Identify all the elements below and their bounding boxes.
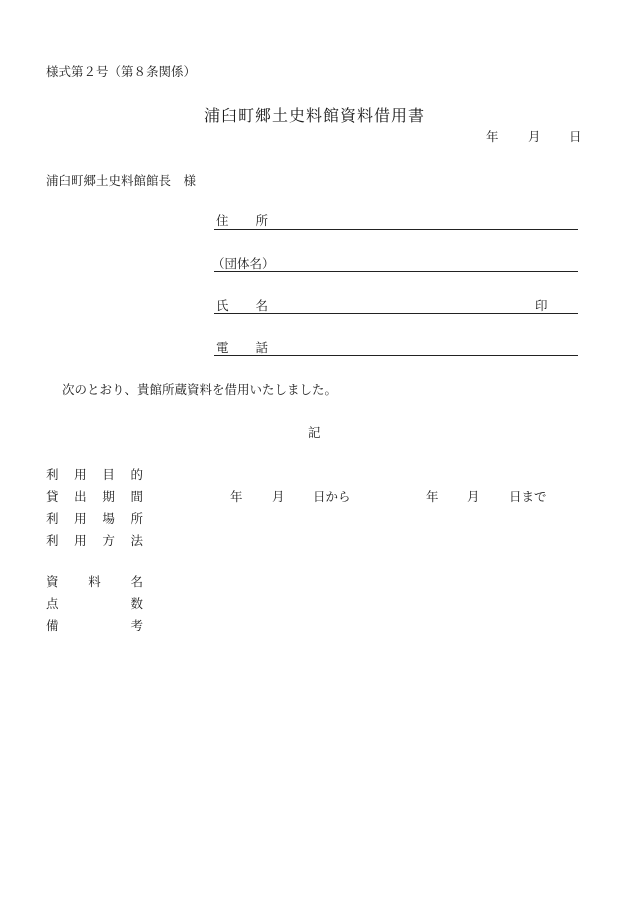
address-label-char: 所 (255, 213, 268, 228)
label-char: 貸 (46, 489, 59, 504)
group-name-label: （団体名） (212, 256, 275, 271)
label-char: 用 (74, 511, 87, 526)
statement-text: 次のとおり、貴館所蔵資料を借用いたしました。 (62, 382, 338, 397)
name-label (216, 300, 268, 313)
item-count-label (46, 598, 143, 611)
address-field-line[interactable] (214, 229, 578, 230)
label-char: 目 (102, 467, 115, 482)
ki-heading: 記 (308, 425, 321, 440)
address-label-char: 住 (216, 213, 229, 228)
item-place-label (46, 513, 143, 526)
phone-label-char: 電 (216, 340, 229, 355)
date-day-label: 日 (569, 129, 582, 144)
item-purpose-label (46, 469, 143, 482)
label-char: 備 (46, 618, 59, 633)
label-char: 法 (130, 533, 143, 548)
period-to-day: 日まで (509, 489, 547, 504)
item-remarks-label (46, 620, 143, 633)
label-char: 利 (46, 511, 59, 526)
phone-field-line[interactable] (214, 355, 578, 356)
label-char: 数 (130, 596, 143, 611)
period-from-day: 日から (313, 489, 351, 504)
label-char: 期 (102, 489, 115, 504)
name-field-line[interactable] (214, 313, 578, 314)
item-material-name-label (46, 576, 143, 589)
label-char: 的 (130, 467, 143, 482)
date-month-label: 月 (528, 129, 541, 144)
addressee: 浦臼町郷土史料館館長 様 (46, 173, 197, 188)
label-char: 資 (46, 574, 59, 589)
period-from-month: 月 (272, 489, 285, 504)
label-char: 料 (88, 574, 101, 589)
name-label-char: 名 (255, 298, 268, 313)
label-char: 用 (74, 467, 87, 482)
label-char: 場 (102, 511, 115, 526)
name-label-char: 氏 (216, 298, 229, 313)
label-char: 点 (46, 596, 59, 611)
date-year-label: 年 (486, 129, 499, 144)
label-char: 所 (130, 511, 143, 526)
document-title: 浦臼町郷土史料館資料借用書 (204, 106, 426, 125)
label-char: 用 (74, 533, 87, 548)
address-label (216, 215, 268, 228)
item-period-label (46, 491, 143, 504)
label-char: 利 (46, 533, 59, 548)
form-number: 様式第２号（第８条関係） (46, 64, 197, 79)
label-char: 方 (102, 533, 115, 548)
item-method-label (46, 535, 143, 548)
period-from-year: 年 (230, 489, 243, 504)
label-char: 出 (74, 489, 87, 504)
phone-label-char: 話 (255, 340, 268, 355)
label-char: 名 (130, 574, 143, 589)
group-name-field-line[interactable] (214, 271, 578, 272)
label-char: 考 (130, 618, 143, 633)
seal-mark: 印 (535, 298, 548, 313)
label-char: 利 (46, 467, 59, 482)
phone-label (216, 342, 268, 355)
label-char: 間 (130, 489, 143, 504)
period-to-month: 月 (467, 489, 480, 504)
period-to-year: 年 (426, 489, 439, 504)
